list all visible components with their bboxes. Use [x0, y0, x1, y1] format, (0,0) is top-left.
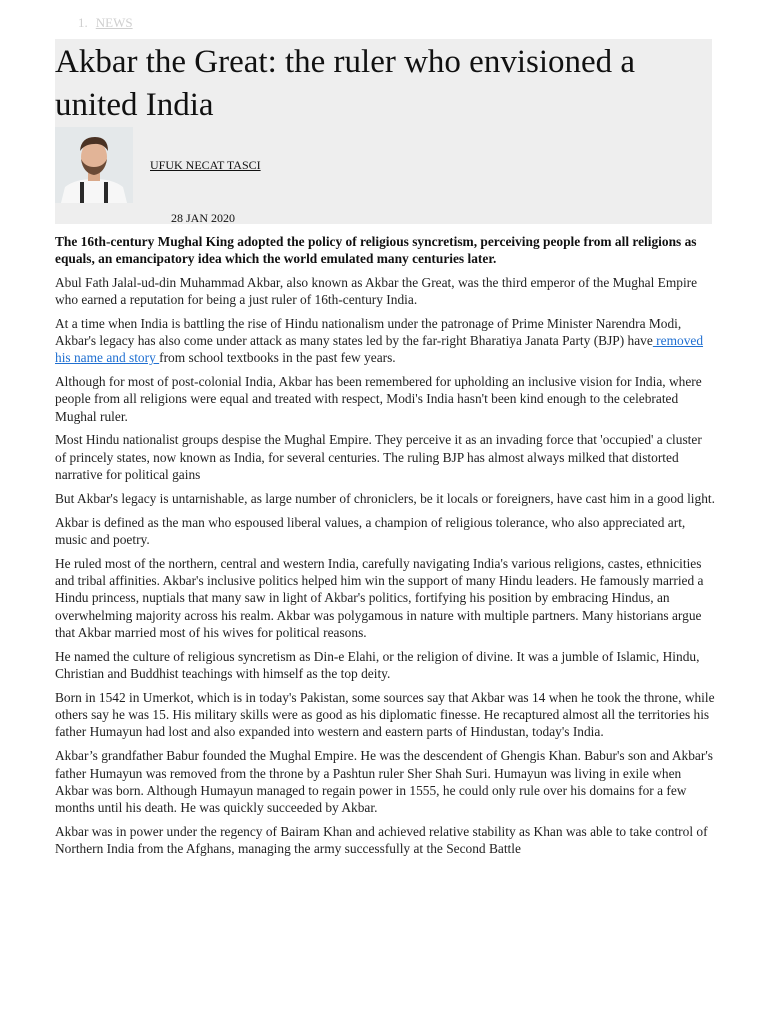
article-header [55, 39, 712, 224]
paragraph-5: But Akbar's legacy is untarnishable, as large number of chroniclers, be it locals or foreigners, have cast him in a good light. [55, 490, 715, 506]
author-photo-icon [55, 127, 133, 203]
paragraph-2-after: from school textbooks in the past few years. [159, 350, 396, 366]
article-body [55, 233, 715, 864]
paragraph-3: Although for most of post-colonial India, Akbar has been remembered for upholding an inclusive vision for India, where people from all religions were equal and treated with respect, Modi's India hasn't been kind enough to the celebrated Mughal ruler. [55, 374, 702, 424]
paragraph-7: He ruled most of the northern, central and western India, carefully navigating India's various religions, castes, ethnicities and tribal affinities. Akbar's inclusive politics helped him win the support of many Hindu leaders. He famously married a Hindu princess, nuptials that many saw in light of Akbar's politics, fortifying his position by embracing Hindus, an overwhelming majority across his realm. Akbar was polygamous in nature with multiple partners. Many historians argue that Akbar married most of his wives for political reasons. [55, 555, 704, 640]
breadcrumb-nav [78, 15, 133, 31]
author-avatar [55, 127, 133, 203]
paragraph-9: Born in 1542 in Umerkot, which is in today's Pakistan, some sources say that Akbar was 14 when he took the throne, while others say he was 15. His military skills were as good as his diplomatic finesse. He recaptured almost all the territories his father Humayun had lost and also expanded into western and eastern parts of Hindustan, today's India. [55, 689, 715, 740]
nav-number: 1. [78, 15, 88, 30]
nav-link-news[interactable]: NEWS [95, 15, 133, 30]
article-title: Akbar the Great: the ruler who envisioned a united India [55, 44, 636, 123]
paragraph-2 [55, 315, 715, 367]
author-name-link[interactable]: UFUK NECAT TASCI [150, 158, 261, 172]
publish-date: 28 JAN 2020 [171, 211, 236, 225]
paragraph-4: Most Hindu nationalist groups despise the Mughal Empire. They perceive it as an invading force that 'occupied' a cluster of princely states, now known as India, for several centuries. The ruling BJP has almost always milked that distorted narrative for political gains [55, 432, 702, 483]
paragraph-1: Abul Fath Jalal-ud-din Muhammad Akbar, also known as Akbar the Great, was the third emperor of the Mughal Empire who earned a reputation for being a just ruler of 16th-century India. [55, 274, 698, 307]
article-lead: The 16th-century Mughal King adopted the policy of religious syncretism, perceiving people from all religions as equals, an emancipatory idea which the world emulated many centuries later. [55, 234, 697, 267]
paragraph-11: Akbar was in power under the regency of Bairam Khan and achieved relative stability as Khan was able to take control of Northern India from the Afghans, managing the army successfully at the Second Battle [55, 823, 708, 857]
paragraph-2-before: At a time when India is battling the rise of Hindu nationalism under the patronage of Prime Minister Narendra Modi, Akbar's legacy has also come under attack as many states led by the far-right Bharatiya Janata Party (BJP) have [55, 315, 682, 348]
paragraph-8: He named the culture of religious syncretism as Din-e Elahi, or the religion of divine. It was a jumble of Islamic, Hindu, Christian and Buddhist teachings with himself as the top deity. [55, 648, 700, 682]
paragraph-10: Akbar’s grandfather Babur founded the Mughal Empire. He was the descendent of Ghengis Khan. Babur's son and Akbar's father Humayun was removed from the throne by a Pashtun ruler Sher Shah Suri. Humayun was living in exile when Akbar was born. Although Humayun managed to regain power in 1555, he could only rule over his domains for a few months until his death. He was quickly succeeded by Akbar. [55, 748, 713, 816]
paragraph-6: Akbar is defined as the man who espoused liberal values, a champion of religious tolerance, who also appreciated art, music and poetry. [55, 514, 686, 547]
removed-name-story-link[interactable]: removed his name and story [55, 332, 704, 366]
